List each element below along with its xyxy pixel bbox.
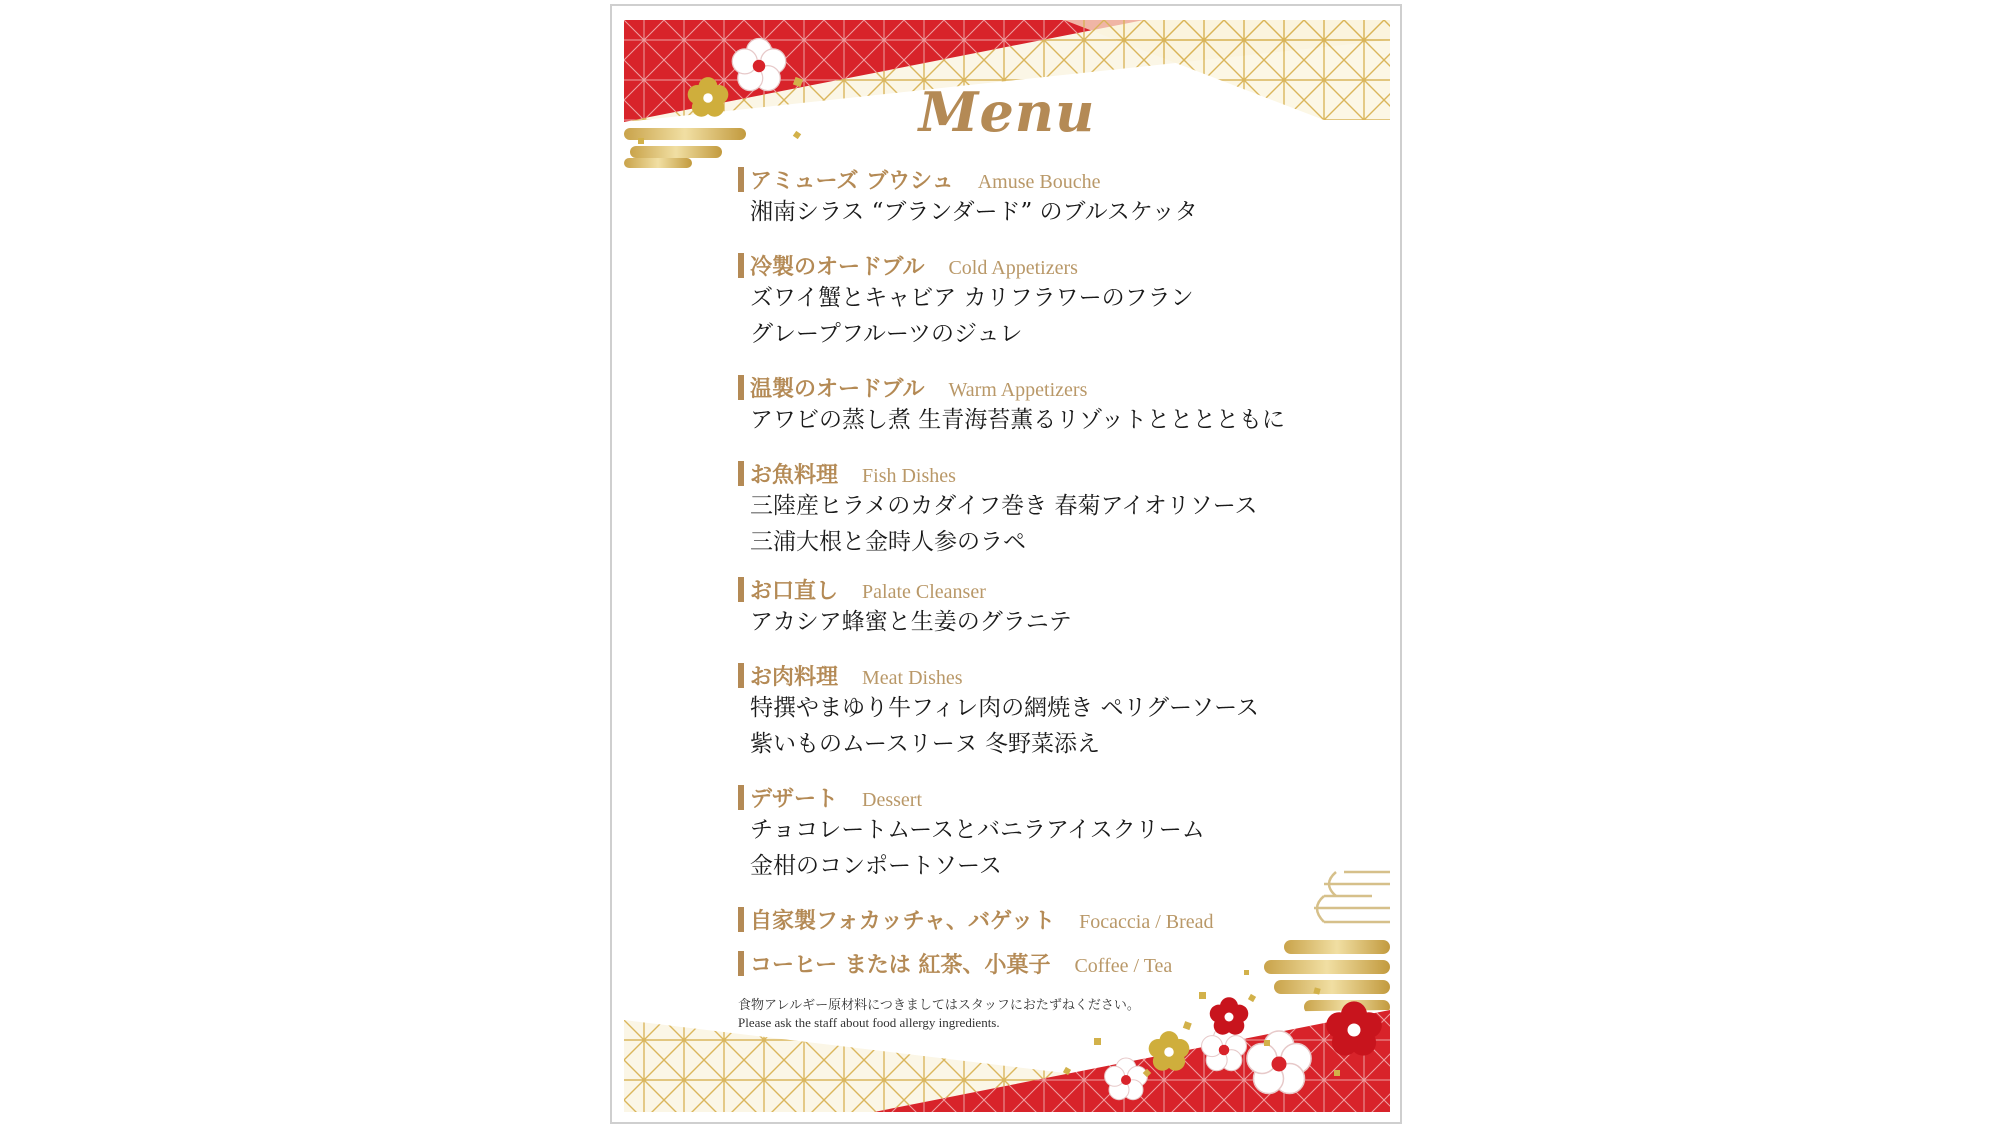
allergy-note-jp: 食物アレルギー原材料につきましてはスタッフにおたずねください。: [738, 997, 1140, 1012]
course-title-jp: 自家製フォカッチャ、バゲット: [750, 908, 1056, 934]
course-coffee-tea: [738, 948, 1338, 978]
section-marker: [738, 167, 744, 192]
course-focaccia-bread: [738, 904, 1338, 934]
course-title-jp: お魚料理: [750, 462, 839, 488]
course-amuse-bouche: [738, 164, 1338, 230]
allergy-note: [738, 996, 1140, 1032]
course-dessert: [738, 782, 1338, 884]
dish-item: 湘南シラス “ブランダード” のブルスケッタ: [750, 199, 1198, 225]
dish-item: チョコレートムースとバニラアイスクリーム: [750, 817, 1205, 843]
course-title-en: Dessert: [862, 789, 922, 811]
dish-item: アワビの蒸し煮 生青海苔薫るリゾットとととともに: [750, 407, 1285, 433]
section-marker: [738, 577, 744, 602]
plum-blossom-icon: [1210, 997, 1249, 1035]
section-marker: [738, 907, 744, 932]
course-meat-dishes: [738, 660, 1338, 762]
course-title-jp: 冷製のオードブル: [750, 254, 925, 280]
course-title-jp: 温製のオードブル: [750, 376, 925, 402]
section-marker: [738, 253, 744, 278]
course-title-en: Coffee / Tea: [1074, 955, 1173, 977]
menu-title: Menu: [918, 80, 1096, 144]
course-warm-appetizers: [738, 372, 1338, 438]
section-marker: [738, 785, 744, 810]
dish-item: ズワイ蟹とキャビア カリフラワーのフラン: [750, 285, 1194, 311]
course-title-jp: お口直し: [750, 578, 839, 604]
course-title-en: Amuse Bouche: [977, 171, 1101, 193]
menu-inner: [624, 20, 1390, 1112]
course-title-jp: コーヒー または 紅茶、小菓子: [750, 952, 1051, 978]
dish-item: 金柑のコンポートソース: [750, 853, 1002, 879]
section-marker: [738, 663, 744, 688]
dish-item: 三陸産ヒラメのカダイフ巻き 春菊アイオリソース: [750, 493, 1258, 519]
allergy-note-en: Please ask the staff about food allergy ingredients.: [738, 1015, 1000, 1030]
course-title-en: Cold Appetizers: [948, 257, 1078, 279]
course-fish-dishes: [738, 458, 1338, 560]
course-title-en: Palate Cleanser: [862, 581, 986, 603]
section-marker: [738, 375, 744, 400]
dish-item: 特撰やまゆり牛フィレ肉の網焼き ペリグーソース: [750, 695, 1259, 721]
course-title-en: Fish Dishes: [862, 465, 956, 487]
course-title-en: Focaccia / Bread: [1079, 911, 1214, 933]
section-marker: [738, 461, 744, 486]
course-title-jp: お肉料理: [750, 664, 839, 690]
course-title-jp: アミューズ ブウシュ: [750, 168, 954, 194]
course-palate-cleanser: [738, 574, 1338, 640]
dish-item: アカシア蜂蜜と生姜のグラニテ: [750, 609, 1072, 635]
course-title-en: Warm Appetizers: [948, 379, 1088, 401]
course-title-en: Meat Dishes: [862, 667, 963, 689]
dish-item: 紫いものムースリーヌ 冬野菜添え: [750, 731, 1101, 757]
section-marker: [738, 951, 744, 976]
course-title-jp: デザート: [750, 786, 839, 812]
course-cold-appetizers: [738, 250, 1338, 352]
dish-item: 三浦大根と金時人参のラペ: [750, 529, 1026, 555]
dish-item: グレープフルーツのジュレ: [750, 321, 1023, 347]
menu-card: [610, 4, 1402, 1124]
